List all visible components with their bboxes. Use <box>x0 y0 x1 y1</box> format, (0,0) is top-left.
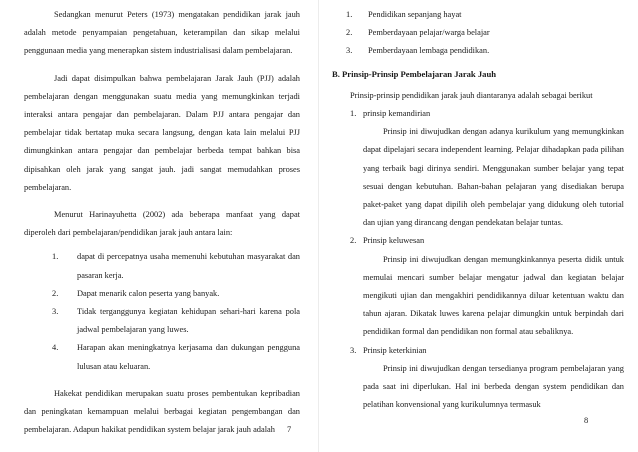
principle-text: Prinsip ini diwujudkan dengan adanya kurikulum yang memungkinkan dapat dipelajari secara independent learning. Pelajar dihadapkan pada pilihan yang terbaik bagi dirinya sendiri. Menggunakan sumber belajar yang tepat sesuai dengan kebutuhan. Bahan-bahan pelajaran yang disediakan berupa paket-paket yang dapat dipilih oleh pembelajar yang didukung oleh tutorial dan ujian yang dirancang dengan pendekatan belajar tuntas. <box>363 127 624 228</box>
list-item <box>52 285 300 303</box>
peters-paragraph: Sedangkan menurut Peters (1973) mengatakan pendidikan jarak jauh adalah metode penyampaian pengetahuan, keterampilan dan sikap melalui penggunaan media yang menerapkan sistem industrialisasi dalam pembelajaran. <box>24 10 300 56</box>
page-number: 8 <box>584 416 589 425</box>
benefits-list <box>52 248 300 375</box>
principle-title: Prinsip keterkinian <box>363 345 427 355</box>
list-item-text: Tidak terganggunya kegiatan kehidupan sehari-hari karena pola jadwal pembelajaran yang luwes. <box>77 307 300 335</box>
list-marker: 2. <box>52 288 59 298</box>
principle-title: Prinsip keluwesan <box>363 236 425 246</box>
list-item <box>52 303 300 339</box>
principles-list <box>350 105 624 414</box>
list-item-text: Dapat menarik calon peserta yang banyak. <box>77 288 220 298</box>
list-marker: 2. <box>350 236 357 246</box>
right-page-text <box>332 6 624 414</box>
principle-title: prinsip kemandirian <box>363 109 431 119</box>
list-item-text: Pemberdayaan lembaga pendidikan. <box>368 46 490 56</box>
list-item <box>346 42 624 60</box>
page-number: 7 <box>287 425 292 434</box>
list-marker: 3. <box>350 345 357 355</box>
list-item <box>52 339 300 375</box>
list-marker: 1. <box>346 10 353 19</box>
list-item-text: Pemberdayaan pelajar/warga belajar <box>368 28 490 38</box>
list-item-text: Harapan akan meningkatnya kerjasama dan dukungan pengguna lulusan atau keluaran. <box>77 343 300 371</box>
conclusion-paragraph: Jadi dapat disimpulkan bahwa pembelajaran Jarak Jauh (PJJ) adalah pembelajaran dengan menggunakan suatu media yang memungkinkan terjadi interaksi antara pengajar dan pembelajaran. Dalam PJJ antara pengajar dan pembelajar tidak bertatap muka secara langsung, dengan kata lain melalui PJJ dimungkinkan antara pengajar dan pembelajar berbeda tempat bahkan bisa dipisahkan oleh jarak yang sangat jauh. jadi sangat memudahkan proses pembelajaran. <box>24 73 300 192</box>
essence-paragraph: Hakekat pendidikan merupakan suatu proses pembentukan kepribadian dan peningkatan kemampuan melalui berbagai kegiatan pengembangan dan pembelajaran. Adapun hakikat pendidikan system belajar jarak jauh adalah <box>24 388 300 435</box>
section-heading: B. Prinsip-Prinsip Pembelajaran Jarak Jauh <box>332 68 497 79</box>
principle-text: Prinsip ini diwujudkan dengan memungkinkannya peserta didik untuk memulai mencari sumber belajar mengatur jadwal dan kegiatan belajar mengikuti ujian dan mengakhiri pendidikannya diluar ketentuan waktu dan tahun ajaran. Dikatak luwes karena pelajar dimungkin untuk berpindah dari pendidikan formal dan pendidikan non formal atau sebaliknya. <box>363 254 624 337</box>
list-marker: 3. <box>346 46 353 56</box>
list-item <box>346 24 624 42</box>
principle-text: Prinsip ini diwujudkan dengan tersedianya program pembelajaran yang pada saat ini diperlukan. Hal ini berbeda dengan system pendidikan dan pelatihan konvensional yang kurikulumnya termasuk <box>363 363 624 410</box>
principles-intro: Prinsip-prinsip pendidikan jarak jauh diantaranya adalah sebagai berikut <box>350 90 593 100</box>
right-page <box>319 0 638 452</box>
list-marker: 3. <box>52 307 59 317</box>
list-marker: 2. <box>346 28 353 38</box>
essence-list <box>346 6 624 61</box>
list-item <box>346 6 624 24</box>
list-item-text: Pendidikan sepanjang hayat <box>368 10 462 19</box>
benefits-intro-paragraph: Menurut Harinayuhetta (2002) ada beberapa manfaat yang dapat diperoleh dari pembelajaran/pendidikan jarak jauh antara lain: <box>24 210 300 238</box>
list-item <box>52 248 300 284</box>
list-item <box>350 105 624 232</box>
list-marker: 1. <box>52 252 59 262</box>
list-item <box>350 232 624 341</box>
list-item-text: dapat di percepatnya usaha memenuhi kebutuhan masyarakat dan pasaran kerja. <box>77 252 300 280</box>
list-marker: 4. <box>52 343 59 353</box>
list-marker: 1. <box>350 109 357 119</box>
left-page-text <box>24 6 300 439</box>
list-item <box>350 342 624 415</box>
